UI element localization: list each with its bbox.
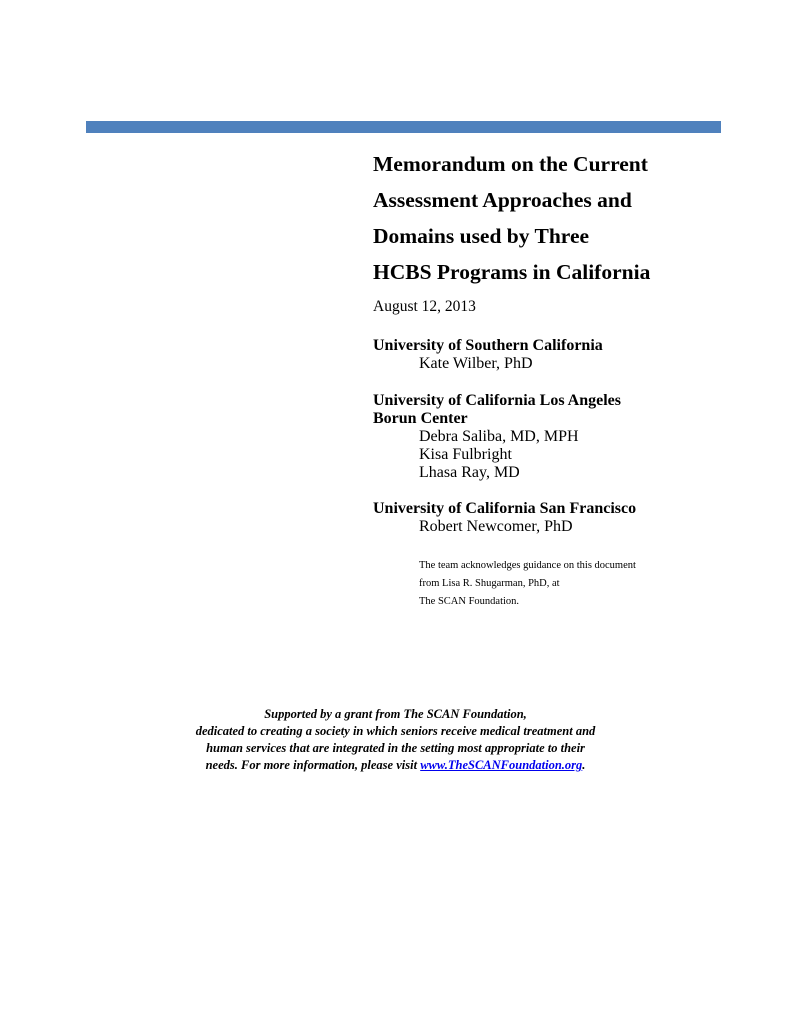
support-line: dedicated to creating a society in which seniors receive medical treatment and xyxy=(195,724,596,738)
support-line: human services that are integrated in the setting most appropriate to their xyxy=(206,741,585,755)
institution-ucla-center: Borun Center xyxy=(373,410,468,427)
header-accent-bar xyxy=(86,121,721,133)
support-text: needs. For more information, please visit xyxy=(205,758,421,772)
document-title xyxy=(373,146,773,290)
acknowledgement-line: from Lisa R. Shugarman, PhD, at xyxy=(419,578,560,589)
support-text: . xyxy=(582,758,586,772)
support-line: Supported by a grant from The SCAN Foundation, xyxy=(264,707,527,721)
author-name: Kisa Fulbright xyxy=(419,446,512,463)
document-date: August 12, 2013 xyxy=(373,298,476,315)
institution-ucsf: University of California San Francisco xyxy=(373,500,637,517)
author-name: Kate Wilber, PhD xyxy=(419,355,533,372)
acknowledgement xyxy=(419,557,636,611)
author-name: Debra Saliba, MD, MPH xyxy=(419,428,579,445)
acknowledgement-line: The SCAN Foundation. xyxy=(419,596,520,607)
support-statement xyxy=(150,706,641,774)
author-name: Lhasa Ray, MD xyxy=(419,464,520,481)
title-line: HCBS Programs in California xyxy=(373,260,651,284)
title-line: Memorandum on the Current xyxy=(373,152,648,176)
title-line: Assessment Approaches and xyxy=(373,188,632,212)
support-line xyxy=(150,757,641,774)
title-line: Domains used by Three xyxy=(373,224,590,248)
acknowledgement-line: The team acknowledges guidance on this document xyxy=(419,560,636,571)
institution-usc: University of Southern California xyxy=(373,337,603,354)
foundation-link[interactable]: www.TheSCANFoundation.org xyxy=(420,758,583,772)
institution-ucla: University of California Los Angeles xyxy=(373,392,621,409)
author-name: Robert Newcomer, PhD xyxy=(419,518,573,535)
